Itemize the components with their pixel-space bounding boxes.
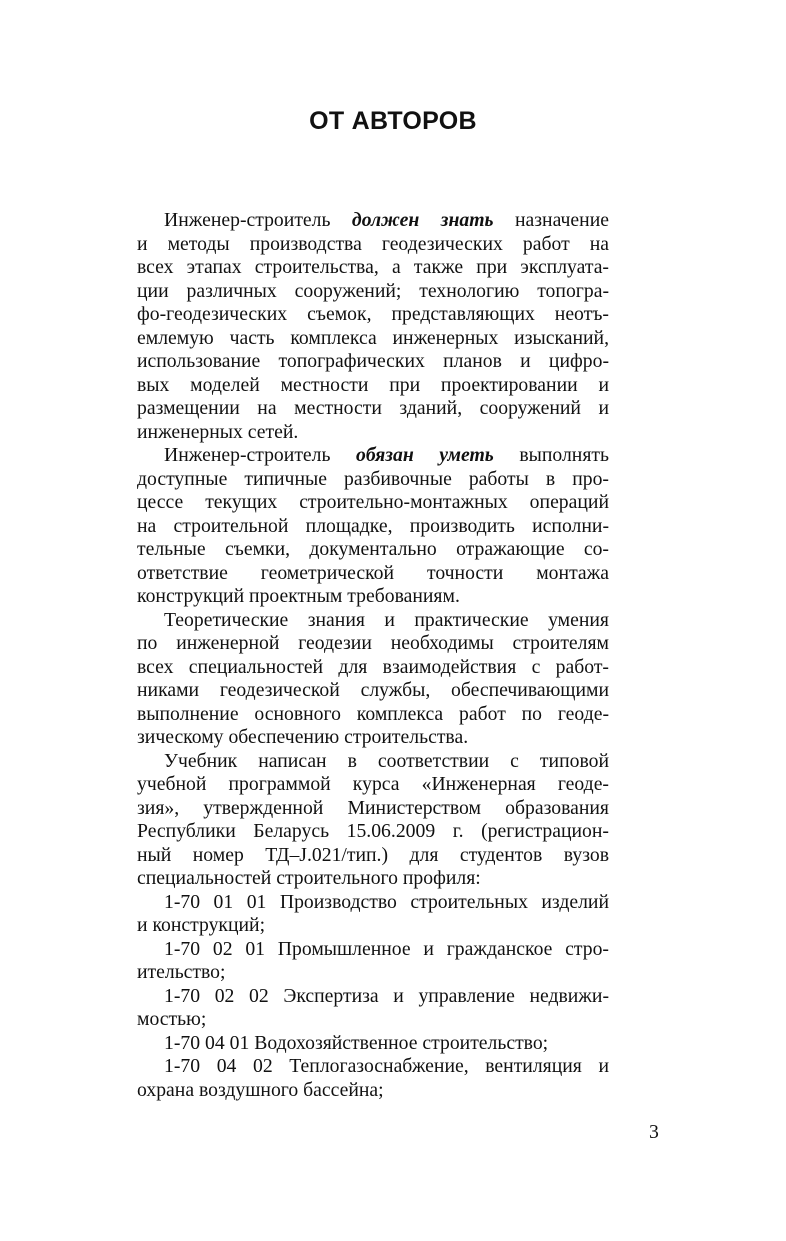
- text-line: мостью;: [137, 1008, 207, 1030]
- text-line: доступные типичные разбивочные работы в про-: [137, 467, 609, 490]
- text-line: 1-70 02 02 Экспертиза и управление недвижи-: [164, 984, 609, 1007]
- page-title: ОТ АВТОРОВ: [309, 107, 477, 135]
- text-line: использование топографических планов и цифро-: [137, 350, 609, 372]
- text-line: Теоретические знания и практические умения: [164, 608, 609, 631]
- text-line: выполнение основного комплекса работ по геоде-: [137, 702, 609, 725]
- text-line: 1-70 02 01 Промышленное и гражданское стро-: [164, 937, 609, 960]
- text-line: зия», утвержденной Министерством образования: [137, 796, 609, 819]
- text-line: и методы производства геодезических работ на: [137, 232, 609, 255]
- text-line: всех специальностей для взаимодействия с работ-: [137, 655, 609, 678]
- text-line: вых моделей местности при проектировании и: [137, 373, 609, 396]
- text-line: Учебник написан в соответствии с типовой: [164, 749, 609, 772]
- text-line: Инженер-строитель обязан уметь выполнять: [164, 444, 609, 466]
- text-line: тельные съемки, документально отражающие со-: [137, 538, 609, 560]
- text-line: ный номер ТД–J.021/тип.) для студентов вузов: [137, 843, 609, 866]
- text-line: по инженерной геодезии необходимы строителям: [137, 632, 609, 654]
- text-line: специальностей строительного профиля:: [137, 867, 481, 889]
- text-line: и конструкций;: [137, 914, 266, 936]
- text-line: 1-70 04 01 Водохозяйственное строительство;: [164, 1031, 549, 1054]
- page-number: 3: [649, 1121, 659, 1143]
- text-line: конструкций проектным требованиям.: [137, 585, 460, 607]
- text-line: никами геодезической службы, обеспечивающими: [137, 679, 609, 701]
- text-line: всех этапах строительства, а также при эксплуата-: [137, 256, 609, 278]
- text-line: емлемую часть комплекса инженерных изысканий,: [137, 326, 609, 349]
- text-line: ции различных сооружений; технологию топогра-: [137, 279, 609, 302]
- text-line: размещении на местности зданий, сооружений и: [137, 397, 609, 419]
- text-line: зическому обеспечению строительства.: [137, 726, 469, 748]
- text-line: Инженер-строитель должен знать назначение: [164, 209, 609, 231]
- text-line: учебной программой курса «Инженерная геоде-: [137, 773, 609, 795]
- text-line: охрана воздушного бассейна;: [137, 1078, 384, 1101]
- text-line: ответствие геометрической точности монтажа: [137, 561, 609, 584]
- body-text: [137, 209, 609, 1102]
- text-line: инженерных сетей.: [137, 420, 299, 443]
- text-line: 1-70 04 02 Теплогазоснабжение, вентиляция и: [164, 1055, 609, 1077]
- text-line: цессе текущих строительно-монтажных операций: [137, 491, 609, 513]
- text-line: Республики Беларусь 15.06.2009 г. (регистрацион-: [137, 820, 609, 842]
- text-line: 1-70 01 01 Производство строительных изделий: [164, 890, 609, 913]
- text-line: на строительной площадке, производить исполни-: [137, 514, 609, 537]
- text-line: фо-геодезических съемок, представляющих неотъ-: [137, 303, 609, 325]
- text-line: ительство;: [137, 961, 226, 983]
